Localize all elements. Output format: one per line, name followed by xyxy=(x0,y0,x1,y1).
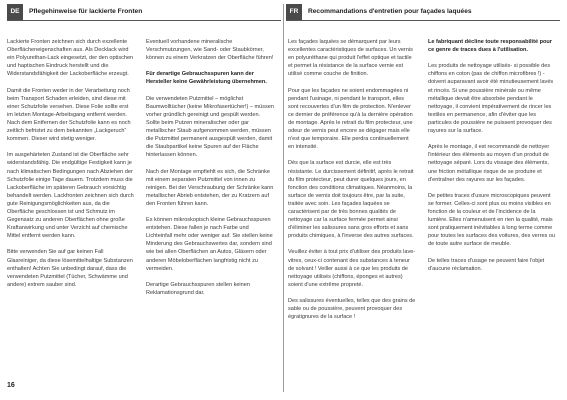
french-column-2 xyxy=(428,38,556,281)
header-rule xyxy=(7,20,281,21)
paragraph: Damit die Fronten weder in der Verarbeitung noch beim Transport Schaden erleiden, sind diese mit einer Schutzfolie versehen. Diese Folie sollte erst im letzten Montage-Arbeitsgang entfernt werden. Nach dem Entfernen der Schutzfolie kann es noch zeitlich befristet zu dem bekannten „Lackgeruch“ kommen. Dieser wird stetig weniger. xyxy=(7,87,131,143)
paragraph: De petites traces d'usure microscopiques peuvent se former. Celles-ci sont plus ou moins visibles en fonction de la couleur et de l'incidence de la lumière. Elles n'amenuisent en rien la qualité, mais sont pratiquement inévitables à long terme comme pour toutes les surfaces des voitures, des verres ou de toute autre surface de meuble. xyxy=(428,192,556,248)
warranty-note: Le fabriquant décline toute responsabilité pour ce genre de traces dues à l'utilisation. xyxy=(428,39,552,54)
paragraph: Die verwendeten Putzmittel – möglichst Baumwolltücher (keine Mikrofasertücher!) – müssen vorher gründlich gereinigt und gespült werden. Sollte beim Putzen mineralischer oder gar metallischer Staub aufgenommen werden, müssen die Putzmittel permanent ausgespült werden, damit die Staubpartikel keine Spuren auf der Fläche hinterlassen können. xyxy=(146,95,274,159)
german-column-1 xyxy=(7,38,135,297)
paragraph: Les produits de nettoyage utilisés- si possible des chiffons en coton (pas de chiffon microfibres !) - doivent auparavant avoir été minutieusement lavés et rincés. Si une poussière minérale ou même métallique devait être absorbée pendant le nettoyage, il convient impérativement de rincer les textiles en permanence, afin d'éviter que les particules de poussière ne puissent provoquer des rayures sur la surface. xyxy=(428,63,554,135)
german-column-2 xyxy=(146,38,274,305)
language-badge-fr: FR xyxy=(286,4,302,20)
french-header xyxy=(284,4,567,20)
french-title: Recommandations d'entretien pour façades laquées xyxy=(308,8,472,15)
german-header xyxy=(0,4,283,20)
paragraph: Veuillez éviter à tout prix d'utiliser des produits lave-vitres, ceux-ci contenant des substances à teneur de solvant ! Veiller aussi à ce que les produits de nettoyage utilisés (chiffons, éponges et autres) soient d'une extrême propreté. xyxy=(288,249,416,288)
french-column-1 xyxy=(288,38,416,329)
paragraph: Bitte verwenden Sie auf gar keinen Fall Glasreiniger, da diese lösemittelhaltige Substanzen enthalten! Achten Sie unbedingt darauf, dass die verwendeten Putzmittel (Tücher, Schwämme und andere) extrem sauber sind. xyxy=(7,249,133,288)
paragraph: Lackierte Fronten zeichnen sich durch exzellente Oberflächeneigenschaften aus. Als Decklack wird ein Polyurethan-Lack eingesetzt, der den optischen und haptischen Eindruck herstellt und die Widerstandsfähigkeit der Lackoberfläche erzeugt. xyxy=(7,39,134,78)
paragraph: Nach der Montage empfiehlt es sich, die Schränke mit einem separaten Putzmittel von innen zu reinigen. Bei der Verschraubung der Schränke kann metallischer Abrieb entstehen, der zu Kratzern auf den Fronten führen kann. xyxy=(146,168,274,207)
paragraph: Pour que les façades ne soient endommagées ni pendant l'usinage, ni pendant le transport, elles sont recouvertes d'un film de protection. N'enlever ce dernier de préférence qu'à la dernière opération de montage. Après le retrait du film protecteur, une odeur de vernis peut encore se dégager mais elle n'est que temporaire. Elle perdra continuellement en intensité. xyxy=(288,87,413,151)
paragraph: Après le montage, il est recommandé de nettoyer l'intérieur des éléments au moyen d'un produit de nettoyage séparé. Lors du vissage des éléments, une friction métallique risque de se produire et d'entraîner des rayures sur les façades. xyxy=(428,144,550,183)
paragraph: Es können mikroskopisch kleine Gebrauchsspuren entstehen. Diese fallen je nach Farbe und Lichteinfall mehr oder weniger auf. Sie stellen keine Minderung des Gebrauchswertes dar, sondern sind wie bei allen Oberflächen an Autos, Gläsern oder anderen Möbeloberflächen langfristig nicht zu vermeiden. xyxy=(146,217,273,272)
german-title: Pflegehinweise für lackierte Fronten xyxy=(29,8,143,15)
paragraph: Eventuell vorhandene mineralische Verschmutzungen, wie Sand- oder Staubkörner, können zu einem Verkratzen der Oberfläche führen! xyxy=(146,39,274,62)
paragraph: Im ausgehärteten Zustand ist die Oberfläche sehr widerstandsfähig. Die endgültige Festigkeit kann je nach klimatischen Bedingungen nach Abziehen der Schutzfolie einige Tage dauern. Trotzdem muss die Lackoberfläche im späteren Gebrauch vorsichtig behandelt werden. Lackfronten zeichnen sich durch gute Reinigungsmöglichkeiten aus, da die Oberfläche geschlossen ist und Schmutz im Gegensatz zu anderen Oberflächen ohne große Kraftanwirkung und unter Verzicht auf chemische Mittel entfernt werden kann. xyxy=(7,152,134,240)
language-badge-de: DE xyxy=(7,4,23,20)
header-rule xyxy=(286,20,560,21)
paragraph: Derartige Gebrauchsspuren stellen keinen Reklamationsgrund dar. xyxy=(146,281,250,296)
paragraph: De telles traces d'usage ne peuvent faire l'objet d'aucune réclamation. xyxy=(428,257,545,272)
paragraph: Des salissures éventuelles, telles que des grains de sable ou de poussière, peuvent provoquer des égratignures de la surface ! xyxy=(288,298,416,321)
page-number: 16 xyxy=(7,382,15,389)
paragraph: Les façades laquées se démarquent par leurs excellentes caractéristiques de surfaces. Un vernis en polyuréthane qui produit l'effet optique et tactile et permet la résistance de la surface vernie est utilisé comme couche de finition. xyxy=(288,39,413,78)
warranty-note: Für derartige Gebrauchsspuren kann der Hersteller keine Gewährleistung übernehmen. xyxy=(146,71,267,86)
paragraph: Dès que la surface est durcie, elle est très résistante. Le durcissement définitif, après le retrait du film protecteur, peut durer quelques jours, en fonction des conditions climatiques. Néanmoins, la surface de vernis doit toujours être, par la suite, traitée avec soin. Les façades laquées se caractérisent par de très bonnes qualités de nettoyage car la surface fermée permet ainsi d'éliminer les salissures sans gros efforts et sans produits chimiques, à l'inverse des autres surfaces. xyxy=(288,160,414,240)
column-divider xyxy=(283,4,284,392)
